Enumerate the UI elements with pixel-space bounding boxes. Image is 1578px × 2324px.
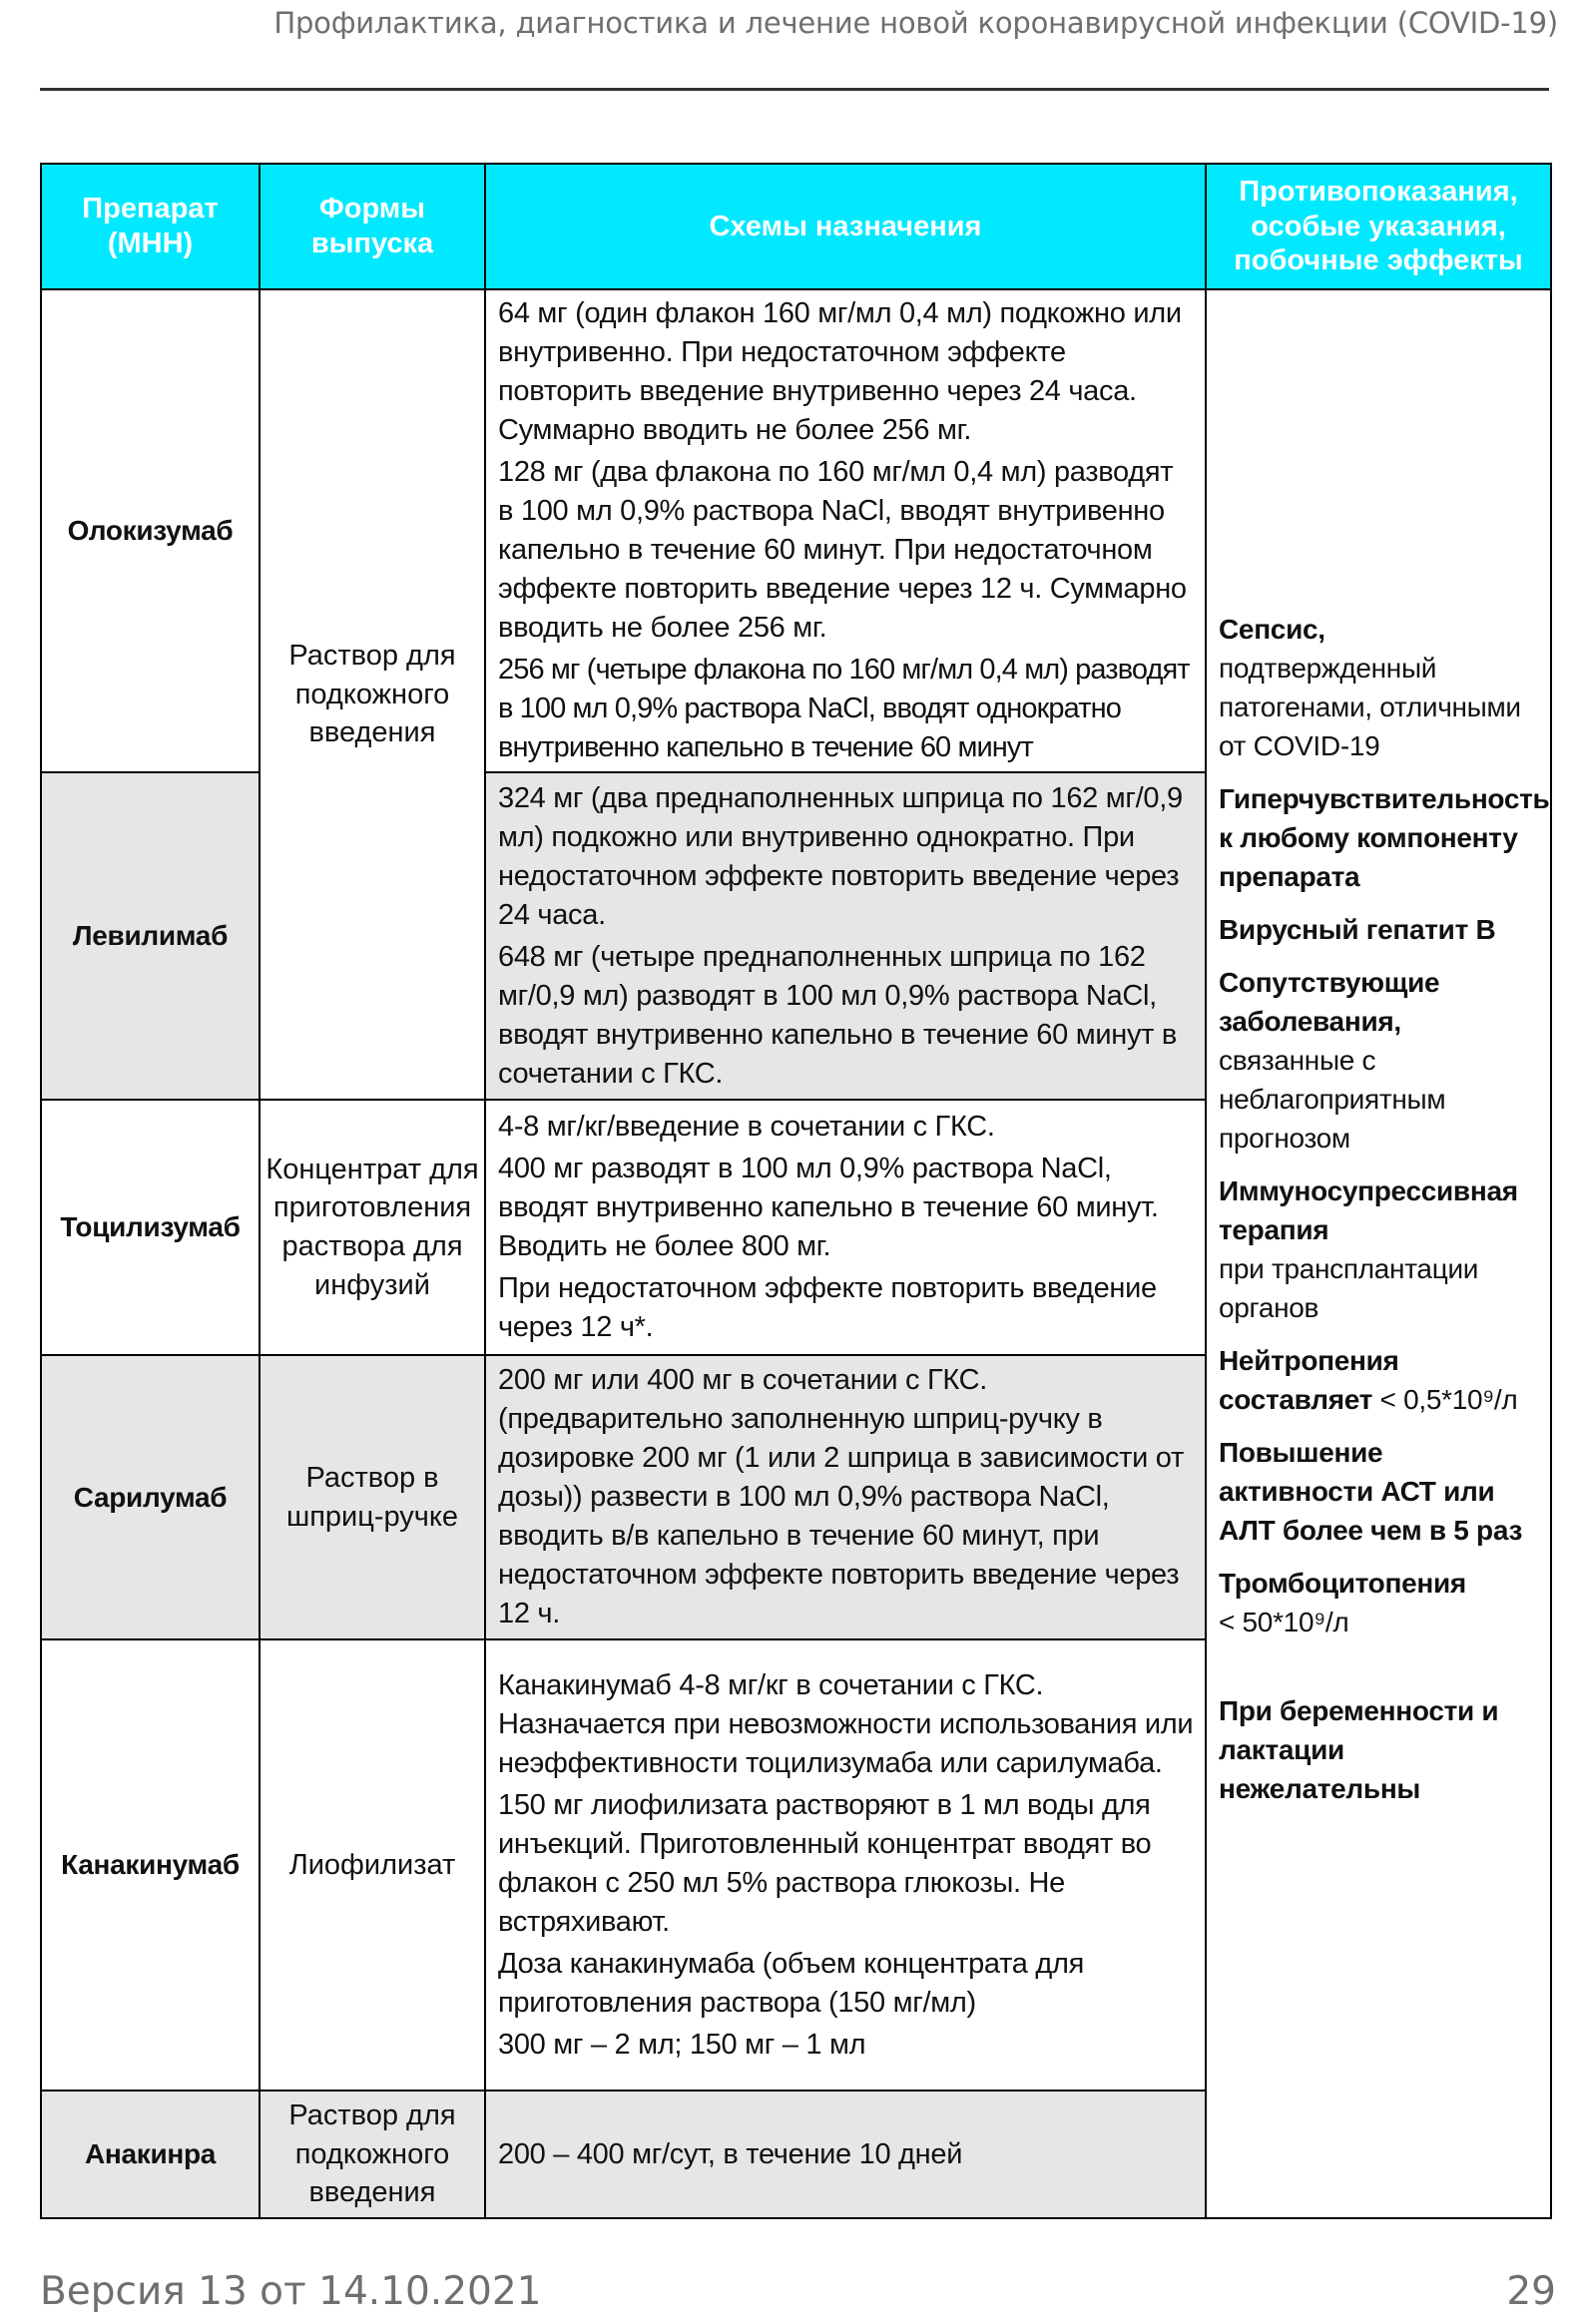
contra-sepsis	[1219, 610, 1542, 765]
scheme-paragraph: Канакинумаб 4-8 мг/кг в сочетании с ГКС. Назначается при невозможности использования или неэффективности тоцилизумаба или сарилумаба.	[498, 1668, 1194, 1779]
running-header: Профилактика, диагностика и лечение новой коронавирусной инфекции (COVID-19)	[273, 6, 1558, 40]
scheme-paragraph: 256 мг (четыре флакона по 160 мг/мл 0,4 мл) разводят в 100 мл 0,9% раствора NaCl, вводят однократно внутривенно капельно в течение 60 минут	[498, 654, 1190, 763]
scheme-kanakinumab	[485, 1639, 1206, 2091]
scheme-paragraph: 64 мг (один флакон 160 мг/мл 0,4 мл) подкожно или внутривенно. При недостаточном эффекте повторить введение внутривенно через 24 часа. Суммарно вводить не более 256 мг.	[498, 297, 1182, 446]
table-row	[41, 289, 1551, 772]
contra-ast-alt	[1219, 1433, 1542, 1550]
header-form: Формы выпуска	[260, 164, 485, 289]
page-footer	[40, 2269, 1556, 2314]
scheme-olokizumab	[485, 289, 1206, 772]
contra-neutropenia	[1219, 1341, 1542, 1419]
contra-text: < 0,5*10⁹/л	[1379, 1384, 1518, 1415]
contra-hepatitis	[1219, 910, 1542, 949]
contra-text: связанные с неблагоприятным прогнозом	[1219, 1045, 1446, 1154]
scheme-paragraph: 200 – 400 мг/сут, в течение 10 дней	[498, 2137, 963, 2170]
contra-bold: Нейтропения составляет	[1219, 1345, 1399, 1415]
contra-bold: При беременности и лактации нежелательны	[1219, 1695, 1499, 1804]
scheme-paragraph: 200 мг или 400 мг в сочетании с ГКС. (предварительно заполненную шприц-ручку в дозировке 200 мг (1 или 2 шприца в зависимости от дозы)) развести в 100 мл 0,9% раствора NaCl, вводить в/в капельно в течение 60 минут, при недостаточном эффекте повторить введение через 12 ч.	[498, 1364, 1184, 1629]
contra-text: < 50*10⁹/л	[1219, 1607, 1349, 1637]
header-rule	[40, 88, 1549, 91]
contra-text: подтвержденный патогенами, отличными от COVID-19	[1219, 653, 1521, 761]
contra-bold: Сопутствующие заболевания,	[1219, 967, 1440, 1037]
contra-bold: Гиперчувствительность к любому компоненту препарата	[1219, 783, 1550, 892]
drug-name-tocilizumab: Тоцилизумаб	[41, 1100, 260, 1355]
drug-name-olokizumab: Олокизумаб	[41, 289, 260, 772]
contra-bold: Иммуносупрессивная терапия	[1219, 1175, 1518, 1245]
contra-comorbidities	[1219, 963, 1542, 1158]
scheme-paragraph: 324 мг (два преднаполненных шприца по 162 мг/0,9 мл) подкожно или внутривенно однократно. При недостаточном эффекте повторить введение через 24 часа.	[498, 781, 1183, 931]
version-label: Версия 13 от 14.10.2021	[40, 2269, 542, 2314]
header-scheme: Схемы назначения	[485, 164, 1206, 289]
scheme-paragraph: 128 мг (два флакона по 160 мг/мл 0,4 мл) разводят в 100 мл 0,9% раствора NaCl, вводят внутривенно капельно в течение 60 минут. При недостаточном эффекте повторить введение через 12 ч. Суммарно вводить не более 256 мг.	[498, 456, 1187, 644]
contra-thrombocytopenia	[1219, 1564, 1542, 1641]
form-sarilumab: Раствор в шприц-ручке	[260, 1355, 485, 1639]
form-anakinra: Раствор для подкожного введения	[260, 2091, 485, 2218]
scheme-paragraph: 648 мг (четыре преднаполненных шприца по 162 мг/0,9 мл) разводят в 100 мл 0,9% раствора NaCl, вводят внутривенно капельно в течение 60 минут в сочетании с ГКС.	[498, 940, 1177, 1090]
contra-bold: Повышение активности АСТ или АЛТ более чем в 5 раз	[1219, 1437, 1523, 1546]
header-drug: Препарат (МНН)	[41, 164, 260, 289]
scheme-paragraph: При недостаточном эффекте повторить введение через 12 ч*.	[498, 1272, 1157, 1343]
contra-bold: Тромбоцитопения	[1219, 1568, 1466, 1599]
scheme-paragraph: 400 мг разводят в 100 мл 0,9% раствора NaCl, вводят внутривенно капельно в течение 60 минут. Вводить не более 800 мг.	[498, 1153, 1159, 1262]
scheme-anakinra	[485, 2091, 1206, 2218]
form-kanakinumab: Лиофилизат	[260, 1639, 485, 2091]
drug-name-levilimab: Левилимаб	[41, 772, 260, 1100]
scheme-paragraph: 150 мг лиофилизата растворяют в 1 мл воды для инъекций. Приготовленный концентрат вводят во флакон с 250 мл 5% раствора глюкозы. Не встряхивают.	[498, 1788, 1152, 1938]
drug-name-sarilumab: Сарилумаб	[41, 1355, 260, 1639]
scheme-tocilizumab	[485, 1100, 1206, 1355]
form-olokizumab-levilimab: Раствор для подкожного введения	[260, 289, 485, 1100]
contra-bold: Сепсис,	[1219, 614, 1325, 645]
scheme-paragraph: Доза канакинумаба (объем концентрата для приготовления раствора (150 мг/мл)	[498, 1947, 1084, 2019]
contra-hypersensitivity	[1219, 779, 1550, 896]
scheme-paragraph: 4-8 мг/кг/введение в сочетании с ГКС.	[498, 1111, 995, 1143]
contra-text: при трансплантации органов	[1219, 1253, 1479, 1323]
scheme-levilimab	[485, 772, 1206, 1100]
table-header-row	[41, 164, 1551, 289]
drug-name-kanakinumab: Канакинумаб	[41, 1639, 260, 2091]
contra-pregnancy	[1219, 1691, 1542, 1808]
form-tocilizumab: Концентрат для приготовления раствора для инфузий	[260, 1100, 485, 1355]
scheme-sarilumab	[485, 1355, 1206, 1639]
contra-immunosuppressive	[1219, 1171, 1542, 1327]
header-contra: Противопоказания, особые указания, побочные эффекты	[1206, 164, 1551, 289]
contraindications-cell	[1206, 289, 1551, 2218]
contra-bold: Вирусный гепатит В	[1219, 914, 1496, 945]
drug-name-anakinra: Анакинра	[41, 2091, 260, 2218]
page-number: 29	[1506, 2269, 1556, 2314]
drug-table	[40, 163, 1552, 2219]
scheme-paragraph: 300 мг – 2 мл; 150 мг – 1 мл	[498, 2028, 866, 2061]
